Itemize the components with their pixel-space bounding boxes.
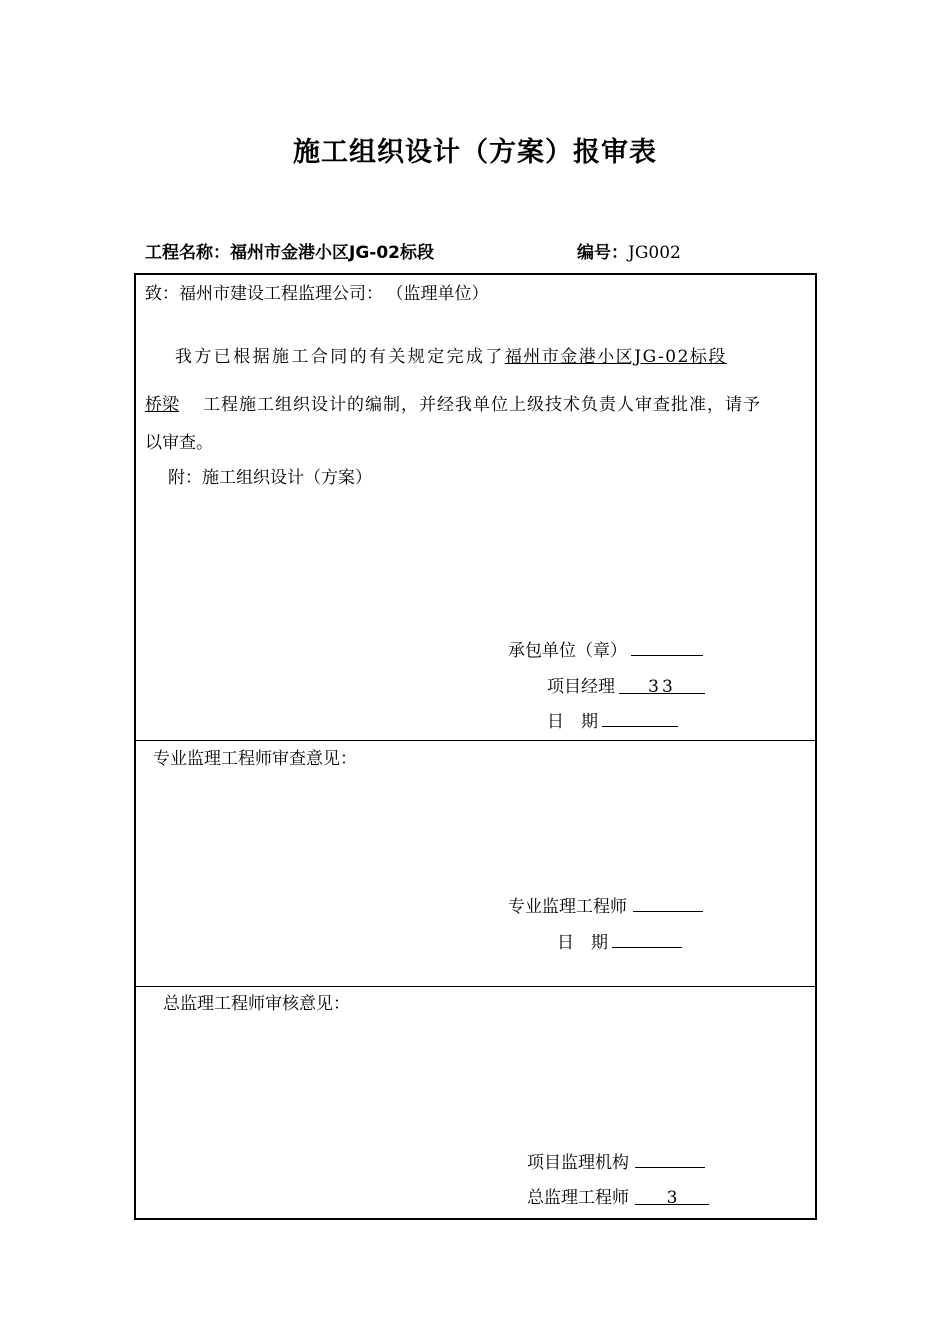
addressee-line — [145, 279, 489, 304]
date-line-1 — [547, 707, 678, 732]
paragraph-end: 以审查。 — [145, 433, 213, 453]
row-divider — [136, 986, 815, 987]
chief-review-heading: 总监理工程师审核意见： — [163, 994, 350, 1014]
org-value — [635, 1151, 705, 1168]
number-label: 编号： — [577, 243, 628, 263]
work-type-fill: 桥梁 — [145, 395, 179, 415]
number-field — [577, 238, 681, 263]
chief-engineer-signature — [527, 1183, 709, 1208]
date-value-2 — [612, 931, 682, 948]
project-label: 工程名称： — [145, 243, 230, 263]
engineer-signature — [508, 892, 703, 917]
project-name-field — [145, 238, 434, 263]
date-line-2 — [557, 928, 682, 953]
addressee-note: （监理单位） — [395, 284, 489, 304]
engineer-label: 专业监理工程师 — [508, 897, 627, 917]
number-value: JG002 — [628, 243, 681, 263]
engineer-review-heading: 专业监理工程师审查意见： — [153, 749, 357, 769]
contractor-signature — [508, 636, 703, 661]
project-name: 福州市金港小区JG-02标段 — [230, 243, 434, 263]
paragraph-middle: 工程施工组织设计的编制，并经我单位上级技术负责人审查批准，请予 — [203, 395, 761, 415]
contractor-value — [631, 639, 703, 656]
paragraph-line-1 — [175, 342, 727, 367]
manager-label: 项目经理 — [547, 677, 615, 697]
supervision-org-signature — [527, 1148, 705, 1173]
paragraph-line-2 — [145, 390, 761, 415]
manager-value: 33 — [619, 677, 705, 694]
date-value-1 — [602, 710, 678, 727]
page-title: 施工组织设计（方案）报审表 — [293, 137, 657, 168]
manager-signature — [547, 672, 705, 697]
engineer-value — [633, 895, 703, 912]
paragraph-start: 我方已根据施工合同的有关规定完成了 — [175, 347, 505, 367]
org-label: 项目监理机构 — [527, 1153, 629, 1173]
addressee-prefix: 致： — [145, 284, 179, 304]
date-label-2: 日 期 — [557, 933, 608, 953]
contractor-label: 承包单位（章） — [508, 641, 627, 661]
project-name-fill: 福州市金港小区JG-02标段 — [504, 347, 727, 367]
chief-label: 总监理工程师 — [527, 1188, 629, 1208]
chief-value: 3 — [635, 1188, 709, 1205]
row-divider — [136, 740, 815, 741]
attachment-line: 附：施工组织设计（方案） — [168, 468, 372, 488]
date-label-1: 日 期 — [547, 712, 598, 732]
addressee-name: 福州市建设工程监理公司： — [179, 284, 383, 304]
